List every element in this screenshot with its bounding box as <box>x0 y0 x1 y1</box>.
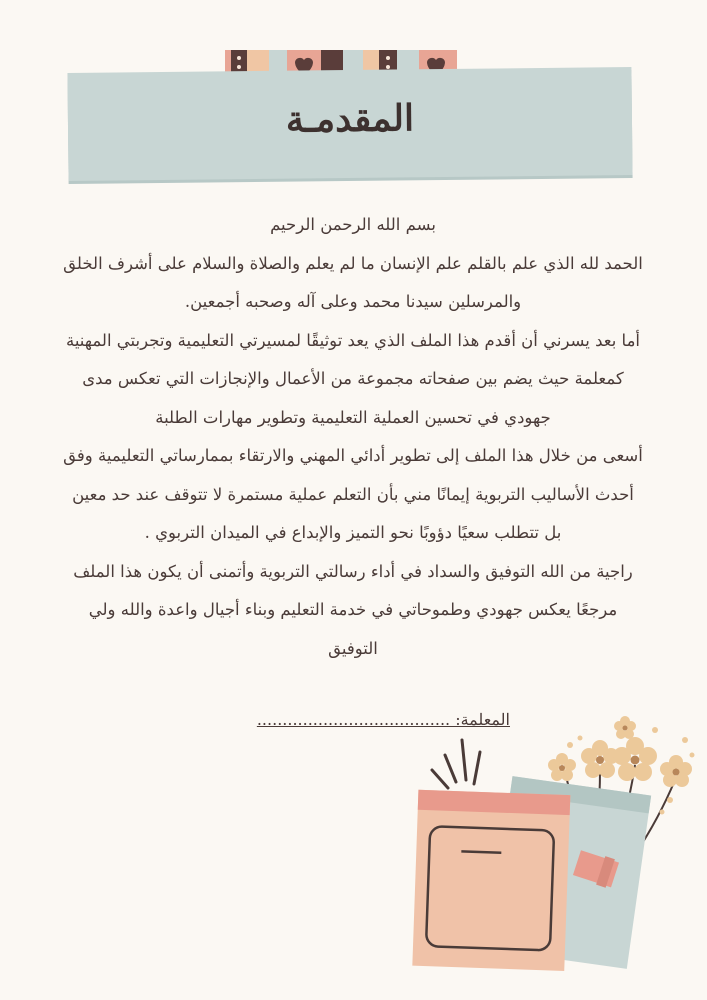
paragraph-praise: الحمد لله الذي علم بالقلم علم الإنسان ما لم يعلم والصلاة والسلام على أشرف الخلق والمرسلين سيدنا محمد وعلى آله وصحبه أجمعين. <box>63 253 643 311</box>
page-title: المقدمـة <box>285 97 415 141</box>
paragraph-goals: أسعى من خلال هذا الملف إلى تطوير أدائي المهني والارتقاء بممارساتي التعليمية وفق أحدث الأساليب التربوية إيمانًا مني بأن التعلم عملية مستمرة لا تتوقف عند حد معين بل تتطلب سعيًا دؤوبًا نحو التميز والإبداع في الميدان التربوي . <box>63 446 643 542</box>
intro-body <box>62 206 644 668</box>
paragraph-closing: راجية من الله التوفيق والسداد في أداء رسالتي التربوية وأتمنى أن يكون هذا الملف مرجعًا يعكس جهودي وطموحاتي في خدمة التعليم وبناء أجيال واعدة والله ولي التوفيق <box>73 561 633 658</box>
gift-box-flowers-icon <box>400 700 707 990</box>
paragraph-intro: أما بعد يسرني أن أقدم هذا الملف الذي يعد توثيقًا لمسيرتي التعليمية وتجربتي المهنية كمعلمة حيث يضم بين صفحاته مجموعة من الأعمال والإنجازات التي تعكس مدى جهودي في تحسين العملية التعليمية وتطوير مهارات الطلبة <box>65 330 641 427</box>
title-banner <box>67 67 632 181</box>
teacher-signature-line: المعلمة: ...................................... <box>256 710 510 729</box>
basmala: بسم الله الرحمن الرحيم <box>270 215 436 234</box>
